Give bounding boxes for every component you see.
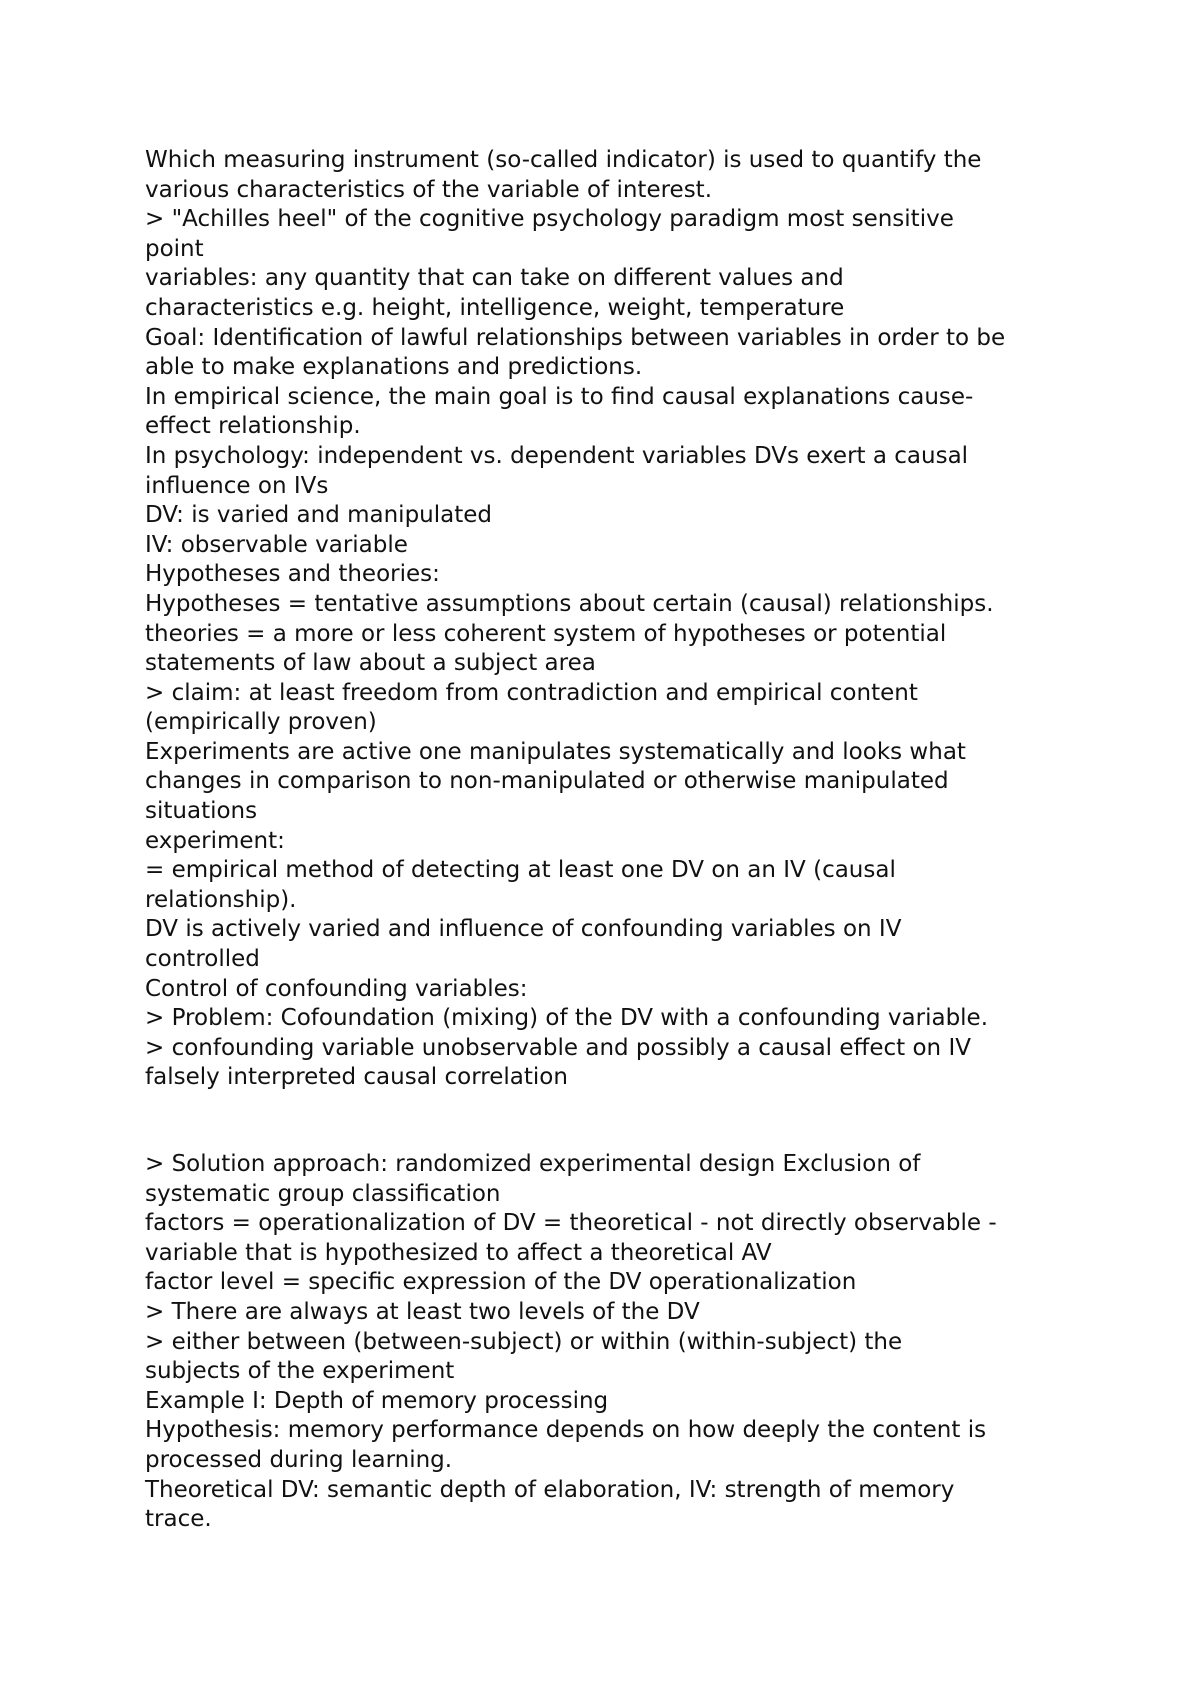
text-line: relationship). [145, 886, 297, 913]
text-line: variables: any quantity that can take on different values and [145, 265, 844, 292]
text-line: characteristics e.g. height, intelligence, weight, temperature [145, 294, 845, 321]
text-line: Theoretical DV: semantic depth of elaboration, IV: strength of memory [145, 1476, 955, 1503]
text-line: changes in comparison to non-manipulated or otherwise manipulated [145, 768, 949, 795]
text-line: IV: observable variable [145, 531, 408, 558]
text-line: trace. [145, 1506, 212, 1533]
text-line: able to make explanations and predictions. [145, 354, 643, 381]
text-line: theories = a more or less coherent system of hypotheses or potential [145, 620, 947, 647]
text-line: point [145, 235, 204, 262]
text-line: DV is actively varied and influence of confounding variables on IV [145, 916, 902, 943]
text-line: Control of confounding variables: [145, 975, 528, 1002]
text-line: experiment: [145, 827, 285, 854]
text-line: variable that is hypothesized to affect a theoretical AV [145, 1239, 772, 1266]
text-line: influence on IVs [145, 472, 329, 499]
text-line: > Solution approach: randomized experimental design Exclusion of [145, 1151, 921, 1177]
text-line: Hypotheses and theories: [145, 561, 440, 588]
text-line: = empirical method of detecting at least one DV on an IV (causal [145, 857, 896, 884]
text-block-2 [145, 1150, 1085, 1535]
text-line: In empirical science, the main goal is to find causal explanations cause- [145, 383, 974, 410]
text-line: Experiments are active one manipulates systematically and looks what [145, 738, 966, 765]
text-line: > "Achilles heel" of the cognitive psychology paradigm most sensitive [145, 206, 954, 233]
text-line: > Problem: Cofoundation (mixing) of the DV with a confounding variable. [145, 1005, 989, 1032]
text-line: > confounding variable unobservable and possibly a causal effect on IV [145, 1034, 971, 1061]
text-line: subjects of the experiment [145, 1358, 455, 1385]
text-line: > either between (between-subject) or within (within-subject) the [145, 1328, 903, 1355]
text-line: falsely interpreted causal correlation [145, 1064, 568, 1091]
text-line: situations [145, 798, 258, 825]
text-line: In psychology: independent vs. dependent variables DVs exert a causal [145, 442, 969, 469]
text-line: > There are always at least two levels of the DV [145, 1298, 700, 1325]
text-line: Goal: Identification of lawful relationships between variables in order to be [145, 324, 1006, 351]
text-line: factors = operationalization of DV = theoretical - not directly observable - [145, 1210, 997, 1237]
text-line: effect relationship. [145, 413, 361, 440]
text-line: various characteristics of the variable of interest. [145, 176, 713, 203]
text-block-1 [145, 146, 1085, 1093]
text-line: DV: is varied and manipulated [145, 502, 492, 529]
text-line: Which measuring instrument (so-called indicator) is used to quantify the [145, 147, 982, 173]
text-line: Hypothesis: memory performance depends on how deeply the content is [145, 1417, 987, 1444]
text-line: statements of law about a subject area [145, 650, 596, 677]
text-line: factor level = specific expression of the DV operationalization [145, 1269, 857, 1296]
text-line: Example I: Depth of memory processing [145, 1387, 609, 1414]
text-line: controlled [145, 946, 260, 973]
text-line: processed during learning. [145, 1446, 453, 1473]
text-line: > claim: at least freedom from contradiction and empirical content [145, 679, 918, 706]
text-line: systematic group classification [145, 1180, 501, 1207]
text-line: (empirically proven) [145, 709, 377, 736]
text-line: Hypotheses = tentative assumptions about certain (causal) relationships. [145, 590, 994, 617]
